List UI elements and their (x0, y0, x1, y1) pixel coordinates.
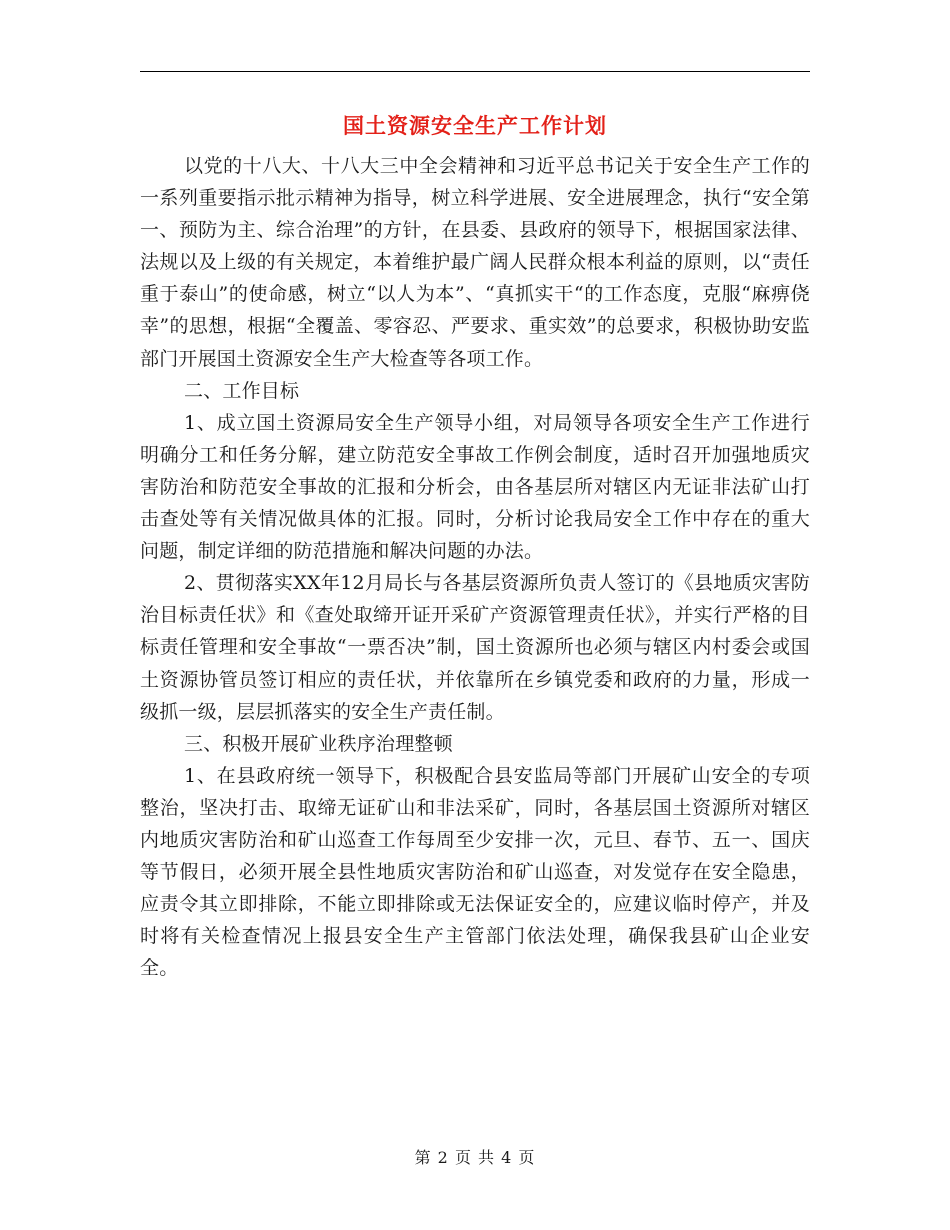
paragraph-goal-1: 1、成立国土资源局安全生产领导小组，对局领导各项安全生产工作进行明确分工和任务分解，建立防范安全事故工作例会制度，适时召开加强地质灾害防治和防范安全事故的汇报和分析会，由各基层所对辖区内无证非法矿山打击查处等有关情况做具体的汇报。同时，分析讨论我局安全工作中存在的重大问题，制定详细的防范措施和解决问题的办法。 (140, 411, 810, 563)
page-number-footer: 第 2 页 共 4 页 (414, 1148, 536, 1167)
paragraph-rectification-1: 1、在县政府统一领导下，积极配合县安监局等部门开展矿山安全的专项整治，坚决打击、取缔无证矿山和非法采矿，同时，各基层国土资源所对辖区内地质灾害防治和矿山巡查工作每周至少安排一次，元旦、春节、五一、国庆等节假日，必须开展全县性地质灾害防治和矿山巡查，对发觉存在安全隐患，应责令其立即排除，不能立即排除或无法保证安全的，应建议临时停产，并及时将有关检查情况上报县安全生产主管部门依法处理，确保我县矿山企业安全。 (140, 764, 810, 980)
header-rule (140, 71, 810, 72)
section-heading-rectification: 三、积极开展矿业秩序治理整顿 (184, 732, 453, 755)
section-heading-goals: 二、工作目标 (184, 379, 300, 402)
document-body (140, 150, 810, 984)
paragraph-goal-2: 2、贯彻落实XX年12月局长与各基层资源所负责人签订的《县地质灾害防治目标责任状》和《查处取缔开证开采矿产资源管理责任状》，并实行严格的目标责任管理和安全事故“一票否决”制，国土资源所也必须与辖区内村委会或国土资源协管员签订相应的责任状，并依靠所在乡镇党委和政府的力量，形成一级抓一级，层层抓落实的安全生产责任制。 (140, 572, 810, 723)
paragraph-intro: 以党的十八大、十八大三中全会精神和习近平总书记关于安全生产工作的一系列重要指示批示精神为指导，树立科学进展、安全进展理念，执行“安全第一、预防为主、综合治理”的方针，在县委、县政府的领导下，根据国家法律、法规以及上级的有关规定，本着维护最广阔人民群众根本利益的原则，以“责任重于泰山”的使命感，树立“以人为本”、“真抓实干“的工作态度，克服“麻痹侥幸”的思想，根据“全覆盖、零容忍、严要求、重实效”的总要求，积极协助安监部门开展国土资源安全生产大检查等各项工作。 (140, 155, 810, 370)
document-title: 国土资源安全生产工作计划 (343, 113, 607, 138)
